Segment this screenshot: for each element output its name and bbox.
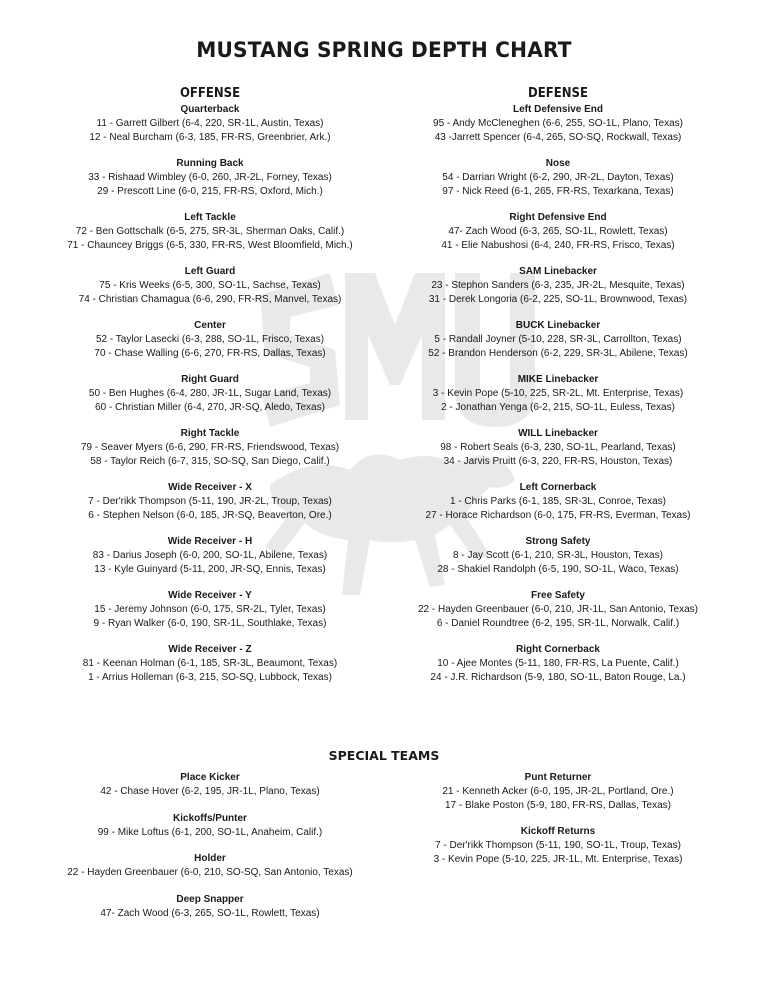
player-entry: 42 - Chase Hover (6-2, 195, JR-1L, Plano, Texas) — [100, 786, 320, 797]
defense-heading: DEFENSE — [528, 86, 588, 101]
player-entry: 5 - Randall Joyner (5-10, 228, SR-3L, Carrollton, Texas) — [434, 334, 682, 345]
player-entry: 3 - Kevin Pope (5-10, 225, SR-2L, Mt. Enterprise, Texas) — [432, 388, 684, 399]
position-title: Holder — [194, 853, 226, 864]
player-entry: 13 - Kyle Guinyard (5-11, 200, JR-SQ, Ennis, Texas) — [94, 563, 326, 575]
player-entry: 71 - Chauncey Briggs (6-5, 330, FR-RS, West Bloomfield, Mich.) — [67, 239, 353, 251]
offense-position-list — [30, 103, 390, 697]
position-title: Wide Receiver - Z — [168, 644, 252, 655]
player-entry: 34 - Jarvis Pruitt (6-3, 220, FR-RS, Houston, Texas) — [443, 455, 673, 467]
position-block — [30, 893, 390, 921]
position-title: Left Cornerback — [519, 482, 597, 493]
position-title: Strong Safety — [525, 536, 591, 547]
player-entry: 22 - Hayden Greenbauer (6-0, 210, JR-1L, San Antonio, Texas) — [418, 604, 698, 615]
offense-heading: OFFENSE — [179, 86, 241, 101]
player-entry: 52 - Taylor Lasecki (6-3, 288, SO-1L, Frisco, Texas) — [95, 334, 325, 345]
player-entry: 12 - Neal Burcham (6-3, 185, FR-RS, Greenbrier, Ark.) — [89, 131, 331, 143]
player-entry: 47- Zach Wood (6-3, 265, SO-1L, Rowlett, Texas) — [448, 226, 668, 237]
position-title: Right Cornerback — [516, 644, 600, 655]
position-title: Deep Snapper — [176, 893, 244, 905]
page-title: MUSTANG SPRING DEPTH CHART — [196, 38, 572, 62]
position-title: BUCK Linebacker — [515, 320, 601, 331]
position-block — [378, 825, 738, 866]
position-title: SAM Linebacker — [519, 266, 597, 277]
player-entry: 7 - Der'rikk Thompson (5-11, 190, JR-2L, Troup, Texas) — [88, 496, 332, 507]
player-entry: 75 - Kris Weeks (6-5, 300, SO-1L, Sachse, Texas) — [99, 280, 321, 291]
position-block — [378, 589, 738, 643]
position-title: Wide Receiver - Y — [168, 590, 252, 601]
position-block — [378, 211, 738, 265]
position-block — [30, 812, 390, 840]
player-entry: 97 - Nick Reed (6-1, 265, FR-RS, Texarkana, Texas) — [442, 185, 674, 197]
player-entry: 8 - Jay Scott (6-1, 210, SR-3L, Houston, Texas) — [453, 550, 663, 561]
player-entry: 28 - Shakiel Randolph (6-5, 190, SO-1L, Waco, Texas) — [437, 563, 679, 575]
player-entry: 22 - Hayden Greenbauer (6-0, 210, SO-SQ, San Antonio, Texas) — [67, 867, 353, 878]
position-block — [30, 481, 390, 535]
position-title: Free Safety — [531, 590, 585, 601]
position-block — [378, 427, 738, 481]
position-block — [30, 852, 390, 880]
position-title: Place Kicker — [180, 772, 240, 783]
special-teams-heading: SPECIAL TEAMS — [328, 748, 440, 763]
player-entry: 31 - Derek Longoria (6-2, 225, SO-1L, Brownwood, Texas) — [428, 293, 688, 305]
player-entry: 11 - Garrett Gilbert (6-4, 220, SR-1L, Austin, Texas) — [96, 118, 324, 129]
position-block — [30, 643, 390, 697]
player-entry: 17 - Blake Poston (5-9, 180, FR-RS, Dallas, Texas) — [444, 799, 672, 811]
position-title: Nose — [545, 158, 571, 169]
player-entry: 47- Zach Wood (6-3, 265, SO-1L, Rowlett, Texas) — [100, 907, 320, 919]
position-block — [30, 771, 390, 799]
player-entry: 79 - Seaver Myers (6-6, 290, FR-RS, Friendswood, Texas) — [80, 442, 340, 453]
player-entry: 81 - Keenan Holman (6-1, 185, SR-3L, Beaumont, Texas) — [82, 658, 338, 669]
position-block — [378, 535, 738, 589]
player-entry: 27 - Horace Richardson (6-0, 175, FR-RS, Everman, Texas) — [425, 509, 691, 521]
player-entry: 99 - Mike Loftus (6-1, 200, SO-1L, Anaheim, Calif.) — [97, 826, 323, 838]
position-block — [378, 373, 738, 427]
position-block — [378, 481, 738, 535]
position-block — [30, 535, 390, 589]
position-title: Punt Returner — [524, 772, 592, 783]
position-title: Right Guard — [181, 374, 239, 385]
special-teams-right-column — [378, 771, 738, 879]
position-title: Quarterback — [180, 104, 240, 115]
position-block — [378, 319, 738, 373]
position-title: WILL Linebacker — [518, 428, 598, 439]
player-entry: 70 - Chase Walling (6-6, 270, FR-RS, Dallas, Texas) — [94, 347, 326, 359]
position-block — [378, 643, 738, 697]
offense-column — [30, 85, 390, 697]
position-title: Left Tackle — [184, 212, 236, 223]
player-entry: 29 - Prescott Line (6-0, 215, FR-RS, Oxford, Mich.) — [97, 185, 323, 197]
position-block — [378, 265, 738, 319]
player-entry: 2 - Jonathan Yenga (6-2, 215, SO-1L, Euless, Texas) — [441, 401, 675, 413]
position-title: Wide Receiver - H — [167, 536, 253, 547]
player-entry: 9 - Ryan Walker (6-0, 190, SR-1L, Southlake, Texas) — [93, 617, 327, 629]
player-entry: 6 - Stephen Nelson (6-0, 185, JR-SQ, Beaverton, Ore.) — [88, 509, 332, 521]
player-entry: 21 - Kenneth Acker (6-0, 195, JR-2L, Portland, Ore.) — [442, 786, 674, 797]
player-entry: 54 - Darrian Wright (6-2, 290, JR-2L, Dayton, Texas) — [442, 172, 674, 183]
player-entry: 98 - Robert Seals (6-3, 230, SO-1L, Pearland, Texas) — [440, 442, 676, 453]
player-entry: 1 - Chris Parks (6-1, 185, SR-3L, Conroe, Texas) — [449, 496, 666, 507]
player-entry: 50 - Ben Hughes (6-4, 280, JR-1L, Sugar Land, Texas) — [88, 388, 332, 399]
player-entry: 10 - Ajee Montes (5-11, 180, FR-RS, La Puente, Calif.) — [437, 658, 679, 669]
player-entry: 43 -Jarrett Spencer (6-4, 265, SO-SQ, Rockwall, Texas) — [434, 131, 682, 143]
player-entry: 58 - Taylor Reich (6-7, 315, SO-SQ, San Diego, Calif.) — [90, 455, 330, 467]
player-entry: 3 - Kevin Pope (5-10, 225, JR-1L, Mt. Enterprise, Texas) — [433, 853, 683, 865]
position-block — [30, 211, 390, 265]
position-title: MIKE Linebacker — [517, 374, 599, 385]
special-teams-right-list — [378, 771, 738, 866]
position-block — [30, 589, 390, 643]
player-entry: 72 - Ben Gottschalk (6-5, 275, SR-3L, Sherman Oaks, Calif.) — [75, 226, 345, 237]
position-block — [378, 157, 738, 211]
position-title: Kickoff Returns — [520, 826, 596, 837]
position-block — [378, 771, 738, 812]
position-block — [30, 157, 390, 211]
player-entry: 95 - Andy McCleneghen (6-6, 255, SO-1L, Plano, Texas) — [433, 118, 683, 129]
player-entry: 74 - Christian Chamagua (6-6, 290, FR-RS, Manvel, Texas) — [78, 293, 342, 305]
position-title: Running Back — [176, 158, 244, 169]
position-block — [30, 319, 390, 373]
player-entry: 83 - Darius Joseph (6-0, 200, SO-1L, Abilene, Texas) — [92, 550, 328, 561]
player-entry: 24 - J.R. Richardson (5-9, 180, SO-1L, Baton Rouge, La.) — [430, 671, 686, 683]
position-title: Wide Receiver - X — [168, 482, 252, 493]
position-block — [30, 265, 390, 319]
position-block — [30, 103, 390, 157]
player-entry: 60 - Christian Miller (6-4, 270, JR-SQ, Aledo, Texas) — [95, 401, 325, 413]
player-entry: 52 - Brandon Henderson (6-2, 229, SR-3L, Abilene, Texas) — [428, 347, 688, 359]
player-entry: 6 - Daniel Roundtree (6-2, 195, SR-1L, Norwalk, Calif.) — [436, 617, 680, 629]
player-entry: 7 - Der'rikk Thompson (5-11, 190, SO-1L, Troup, Texas) — [435, 840, 681, 851]
player-entry: 1 - Arrius Holleman (6-3, 215, SO-SQ, Lubbock, Texas) — [88, 671, 332, 683]
position-title: Left Guard — [184, 266, 236, 277]
player-entry: 41 - Elie Nabushosi (6-4, 240, FR-RS, Frisco, Texas) — [441, 239, 675, 251]
position-title: Center — [194, 320, 226, 331]
position-title: Kickoffs/Punter — [173, 812, 247, 824]
position-title: Right Defensive End — [509, 212, 607, 223]
player-entry: 23 - Stephon Sanders (6-3, 235, JR-2L, Mesquite, Texas) — [431, 280, 685, 291]
position-title: Left Defensive End — [512, 104, 604, 115]
position-block — [30, 373, 390, 427]
position-block — [30, 427, 390, 481]
special-teams-left-column — [30, 771, 390, 933]
position-title: Right Tackle — [180, 428, 240, 439]
position-block — [378, 103, 738, 157]
defense-column — [378, 85, 738, 697]
player-entry: 33 - Rishaad Wimbley (6-0, 260, JR-2L, Forney, Texas) — [88, 172, 332, 183]
defense-position-list — [378, 103, 738, 697]
special-teams-left-list — [30, 771, 390, 920]
player-entry: 15 - Jeremy Johnson (6-0, 175, SR-2L, Tyler, Texas) — [94, 604, 326, 615]
